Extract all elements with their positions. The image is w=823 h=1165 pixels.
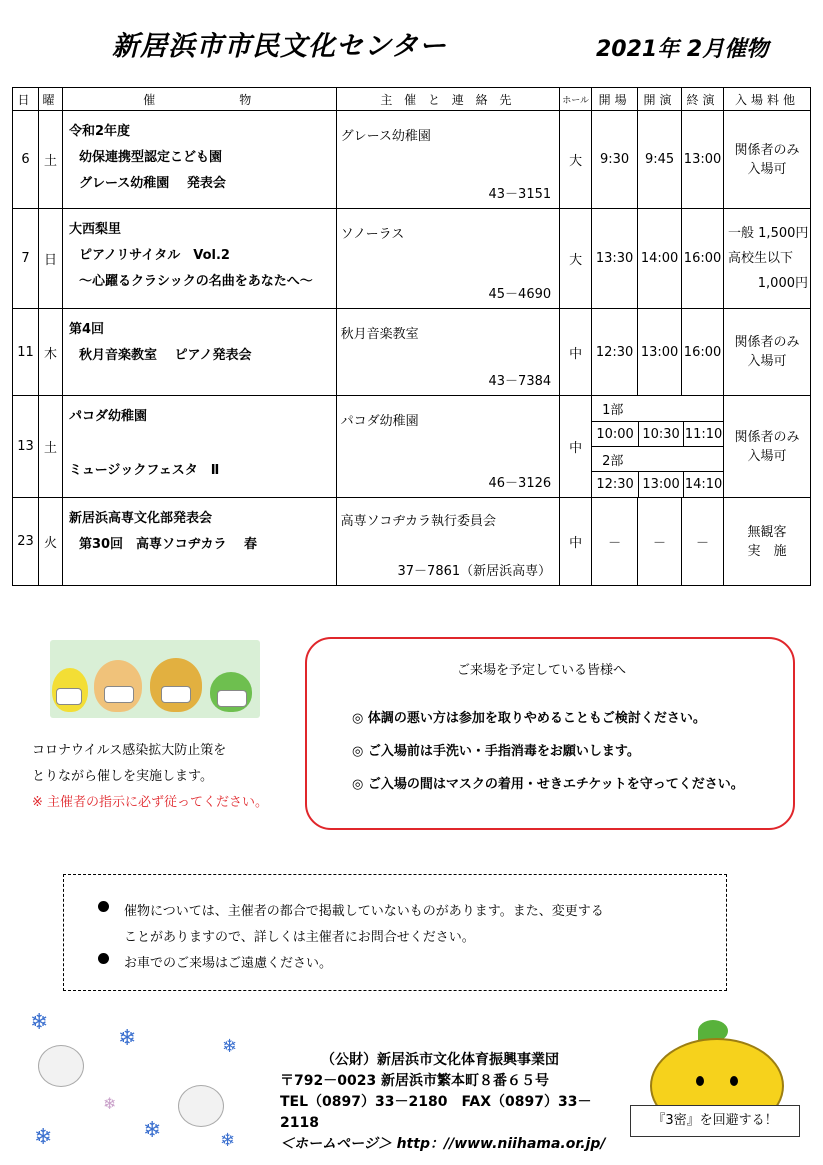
event-start: 10:30 — [639, 422, 684, 447]
event-open: 12:30 — [592, 309, 638, 396]
footer-org: （公財）新居浜市文化体育振興事業団 — [321, 1052, 559, 1068]
fee-line: 関係者のみ — [734, 335, 800, 350]
event-line: 第30回 高専ソコヂカラ 春 — [78, 537, 258, 552]
fee-line: 無観客 — [747, 524, 787, 540]
month-label: 2021年 2月催物 — [596, 37, 769, 62]
event-start: 14:00 — [638, 209, 682, 309]
event-weekday: 火 — [38, 498, 62, 586]
organizer-tel: 46－3126 — [488, 476, 552, 491]
event-fee — [724, 309, 811, 396]
fee-line: 関係者のみ — [734, 142, 800, 158]
col-fee: 入場料他 — [724, 88, 811, 111]
event-end: 13:00 — [682, 111, 724, 209]
avoid-3c-banner: 『3密』を回避する！ — [630, 1105, 800, 1137]
event-open: 12:30 — [592, 472, 639, 497]
fee-line: 一般 1,500円 — [728, 226, 809, 241]
organizer-name: 高専ソコヂカラ執行委員会 — [340, 514, 497, 529]
event-line: パコダ幼稚園 — [68, 409, 147, 424]
fee-line: 高校生以下 — [728, 251, 794, 266]
snowflake-icon: ❄ — [118, 1026, 137, 1051]
visitor-notice-item: ◎ ご入場前は手洗い・手指消毒をお願いします。 — [352, 744, 640, 759]
event-day: 13 — [13, 396, 39, 498]
event-open: 10:00 — [592, 422, 639, 447]
event-organizer — [336, 498, 560, 586]
eye-icon — [696, 1076, 704, 1086]
col-weekday: 曜 — [38, 88, 62, 111]
event-organizer — [336, 209, 560, 309]
event-hall: 中 — [560, 396, 592, 498]
table-header-row — [13, 88, 811, 111]
visitor-notice-item: ◎ ご入場の間はマスクの着用・せきエチケットを守ってください。 — [352, 777, 744, 792]
snowflake-icon: ❄ — [222, 1036, 238, 1057]
table-row — [13, 111, 811, 209]
event-title — [62, 111, 336, 209]
notice-text: お車でのご来場はご遠慮ください。 — [124, 956, 333, 971]
part-label: 1部 — [592, 397, 723, 422]
event-times-split — [592, 396, 724, 498]
event-title — [62, 498, 336, 586]
event-open: 9:30 — [592, 111, 638, 209]
event-title — [62, 209, 336, 309]
notice-item — [124, 952, 332, 971]
covid-measures-note — [32, 738, 268, 816]
notice-text: 催物については、主催者の都合で掲載していないものがあります。また、変更する — [124, 904, 604, 919]
event-open: － — [592, 498, 638, 586]
organizer-name: パコダ幼稚園 — [340, 414, 419, 429]
event-weekday: 土 — [38, 396, 62, 498]
fee-line: 入場可 — [747, 448, 787, 464]
event-line: 大西梨里 — [68, 222, 121, 237]
event-line: 第4回 — [68, 322, 104, 337]
snowflake-icon: ❄ — [30, 1010, 49, 1035]
snowflake-icon: ❄ — [220, 1130, 236, 1151]
fee-line: 入場可 — [747, 354, 787, 369]
col-open: 開場 — [592, 88, 638, 111]
general-notice-box — [63, 874, 727, 991]
table-row — [13, 209, 811, 309]
visitor-notice-box — [305, 637, 795, 830]
event-weekday: 土 — [38, 111, 62, 209]
visitor-notice-heading: ご来場を予定している皆様へ — [457, 663, 627, 678]
fee-line: 関係者のみ — [734, 429, 800, 445]
col-end: 終演 — [682, 88, 724, 111]
col-organizer: 主 催 と 連 絡 先 — [336, 88, 560, 111]
notice-item-cont: ことがありますので、詳しくは主催者にお問合せください。 — [124, 930, 475, 945]
table-row — [13, 498, 811, 586]
event-fee — [724, 209, 811, 309]
event-organizer — [336, 111, 560, 209]
event-fee — [724, 111, 811, 209]
event-hall: 大 — [560, 111, 592, 209]
eye-icon — [730, 1076, 738, 1086]
chick-icon — [52, 668, 88, 712]
event-line: 新居浜高専文化部発表会 — [68, 511, 212, 526]
col-day: 日 — [13, 88, 39, 111]
event-title — [62, 309, 336, 396]
mikan-mascot — [628, 1020, 803, 1150]
organizer-tel: 37－7861（新居浜高専） — [397, 564, 552, 579]
event-start: － — [638, 498, 682, 586]
fee-line: 1,000円 — [757, 276, 808, 291]
bullet-icon — [98, 901, 109, 912]
part-label: 2部 — [592, 447, 723, 472]
event-line: 幼保連携型認定こども園 — [78, 150, 222, 165]
event-start: 9:45 — [638, 111, 682, 209]
snowflake-icon: ❄ — [34, 1125, 53, 1150]
event-line: ピアノリサイタル Vol.2 — [78, 248, 230, 263]
event-day: 11 — [13, 309, 39, 396]
organizer-tel: 43－7384 — [488, 374, 552, 389]
event-day: 7 — [13, 209, 39, 309]
covid-warning: ※ 主催者の指示に必ず従ってください。 — [32, 795, 269, 810]
event-end: 16:00 — [682, 309, 724, 396]
event-schedule-table — [12, 87, 811, 586]
dog-icon — [150, 658, 202, 712]
event-line: 秋月音楽教室 ピアノ発表会 — [78, 348, 252, 363]
organizer-name: 秋月音楽教室 — [340, 327, 419, 342]
footer-homepage: ＜ホームページ＞ http：//www.niihama.or.jp/ — [280, 1136, 606, 1152]
notice-item — [124, 900, 604, 919]
snowflake-icon: ❄ — [103, 1094, 117, 1113]
frog-icon — [210, 672, 252, 712]
event-open: 13:30 — [592, 209, 638, 309]
organizer-name: グレース幼稚園 — [340, 129, 431, 144]
event-end: 11:10 — [684, 422, 723, 447]
event-start: 13:00 — [638, 309, 682, 396]
event-line: ミュージックフェスタ Ⅱ — [68, 463, 220, 478]
organizer-tel: 45－4690 — [488, 287, 552, 302]
event-hall: 大 — [560, 209, 592, 309]
footer-contact: TEL（0897）33－2180 FAX（0897）33－2118 — [280, 1094, 592, 1131]
page-title: 新居浜市市民文化センター — [112, 31, 447, 62]
skating-bear-icon — [178, 1085, 224, 1127]
event-weekday: 日 — [38, 209, 62, 309]
covid-line: コロナウイルス感染拡大防止策を — [32, 743, 227, 758]
organizer-tel: 43－3151 — [488, 187, 552, 202]
event-end: － — [682, 498, 724, 586]
event-fee — [724, 498, 811, 586]
organization-footer — [260, 1050, 620, 1155]
fee-line: 実 施 — [747, 543, 787, 559]
event-weekday: 木 — [38, 309, 62, 396]
event-day: 23 — [13, 498, 39, 586]
event-end: 14:10 — [684, 476, 723, 492]
organizer-name: ソノーラス — [340, 227, 405, 242]
event-line: ～心躍るクラシックの名曲をあなたへ～ — [78, 274, 313, 289]
visitor-notice-item: ◎ 体調の悪い方は参加を取りやめることもご検討ください。 — [352, 711, 706, 726]
col-start: 開演 — [638, 88, 682, 111]
event-organizer — [336, 396, 560, 498]
event-line: グレース幼稚園 発表会 — [78, 176, 226, 191]
table-row — [13, 309, 811, 396]
event-start: 13:00 — [639, 472, 684, 497]
event-day: 6 — [13, 111, 39, 209]
footer-address: 〒792－0023 新居浜市繁本町８番６５号 — [280, 1073, 550, 1089]
snowflake-icon: ❄ — [143, 1118, 162, 1143]
col-hall: ホール — [560, 88, 592, 111]
event-end: 16:00 — [682, 209, 724, 309]
event-fee — [724, 396, 811, 498]
skating-bear-icon — [38, 1045, 84, 1087]
fee-line: 入場可 — [747, 161, 787, 177]
event-line: 令和2年度 — [68, 124, 130, 139]
bullet-icon — [98, 953, 109, 964]
table-row — [13, 396, 811, 498]
cat-icon — [94, 660, 142, 712]
masked-mascots-illustration — [50, 640, 260, 718]
covid-line: とりながら催しを実施します。 — [32, 769, 213, 784]
event-hall: 中 — [560, 309, 592, 396]
col-event: 催 物 — [62, 88, 336, 111]
event-organizer — [336, 309, 560, 396]
event-hall: 中 — [560, 498, 592, 586]
event-title — [62, 396, 336, 498]
